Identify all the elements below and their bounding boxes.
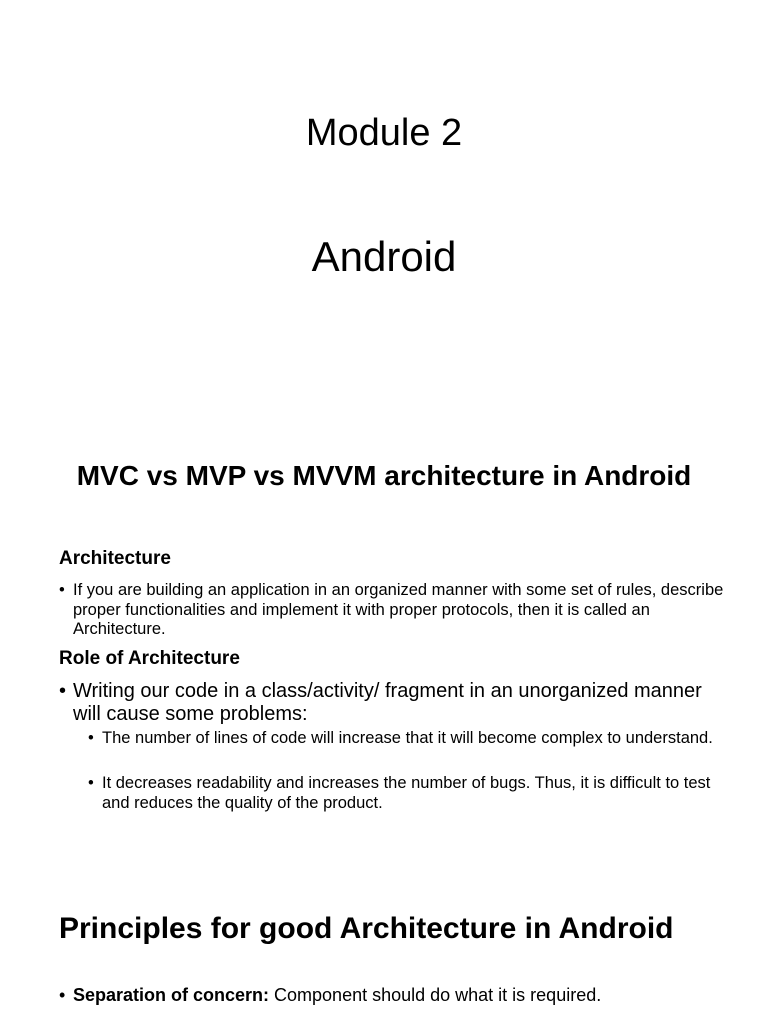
role-sub-bullet-1: • The number of lines of code will increase that it will become complex to understand. xyxy=(88,729,722,749)
module-subtitle: Android xyxy=(311,233,457,280)
separation-of-concern-text: Component should do what it is required. xyxy=(269,985,602,1005)
role-of-architecture-bullet: • Writing our code in a class/activity/ fragment in an unorganized manner will cause some problems: xyxy=(59,680,733,726)
role-of-architecture-heading: Role of Architecture xyxy=(59,648,240,669)
role-sub-bullet-2: • It decreases readability and increases the number of bugs. Thus, it is difficult to test and reduces the quality of the product. xyxy=(88,774,722,813)
architecture-slide-title: MVC vs MVP vs MVVM architecture in Android xyxy=(76,460,692,491)
separation-of-concern-bullet xyxy=(59,983,753,1007)
architecture-heading: Architecture xyxy=(59,548,171,569)
principles-slide-title: Principles for good Architecture in Android xyxy=(59,912,674,945)
module-title: Module 2 xyxy=(305,112,463,154)
architecture-bullet: • If you are building an application in an organized manner with some set of rules, describe proper functionalities and implement it with proper protocols, then it is called an Architecture. xyxy=(59,581,733,640)
separation-of-concern-term: Separation of concern: xyxy=(73,985,270,1005)
